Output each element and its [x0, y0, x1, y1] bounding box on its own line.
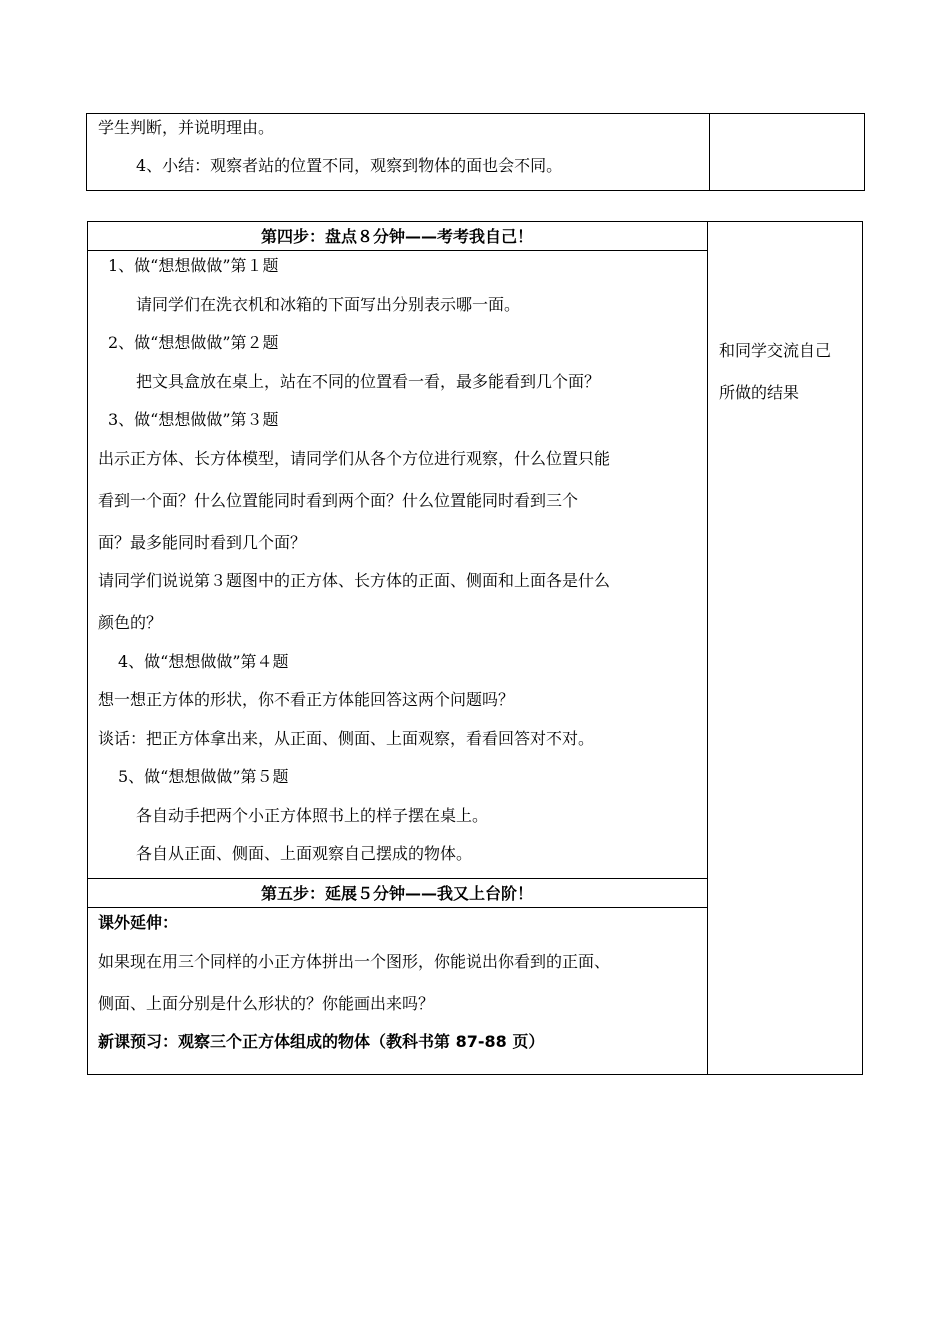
- extension-line-2: 侧面、上面分别是什么形状的？你能画出来吗？: [98, 994, 435, 1013]
- step4-line-15: 各自动手把两个小正方体照书上的样子摆在桌上。: [136, 806, 489, 825]
- extension-title: 课外延伸：: [98, 913, 179, 932]
- right-col-line-2: 所做的结果: [719, 383, 800, 402]
- step4-line-1: 1、做“想想做做”第１题: [108, 256, 279, 275]
- step4-line-2: 请同学们在洗衣机和冰箱的下面写出分别表示哪一面。: [136, 295, 521, 314]
- step4-line-5: 3、做“想想做做”第３题: [108, 410, 279, 429]
- step4-line-16: 各自从正面、侧面、上面观察自己摆成的物体。: [136, 844, 473, 863]
- step4-line-13: 谈话：把正方体拿出来，从正面、侧面、上面观察，看看回答对不对。: [98, 729, 595, 748]
- step4-line-9: 请同学们说说第３题图中的正方体、长方体的正面、侧面和上面各是什么: [98, 571, 611, 590]
- step4-line-10: 颜色的？: [98, 613, 163, 632]
- preview-line: 新课预习：观察三个正方体组成的物体（教科书第 87-88 页）: [98, 1032, 545, 1051]
- step5-header: 第五步：延展５分钟——我又上台阶！: [260, 884, 533, 903]
- step4-line-4: 把文具盒放在桌上，站在不同的位置看一看，最多能看到几个面？: [136, 372, 601, 391]
- top-table-divider: [709, 113, 710, 191]
- step4-line-6: 出示正方体、长方体模型，请同学们从各个方位进行观察，什么位置只能: [98, 449, 611, 468]
- extension-line-1: 如果现在用三个同样的小正方体拼出一个图形，你能说出你看到的正面、: [98, 952, 611, 971]
- step4-header: 第四步：盘点８分钟——考考我自己！: [260, 227, 533, 246]
- step5-header-bottom-rule: [87, 907, 707, 908]
- step4-line-11: 4、做“想想做做”第４题: [118, 652, 289, 671]
- step4-line-12: 想一想正方体的形状，你不看正方体能回答这两个问题吗？: [98, 690, 515, 709]
- top-text-line-2: 4、小结：观察者站的位置不同，观察到物体的面也会不同。: [136, 156, 563, 175]
- right-col-line-1: 和同学交流自己: [719, 341, 832, 360]
- step4-header-rule: [87, 250, 707, 251]
- step4-line-8: 面？最多能同时看到几个面？: [98, 533, 307, 552]
- step4-line-7: 看到一个面？什么位置能同时看到两个面？什么位置能同时看到三个: [98, 491, 579, 510]
- main-table-divider: [707, 221, 708, 1075]
- step4-line-14: 5、做“想想做做”第５题: [118, 767, 289, 786]
- step5-header-top-rule: [87, 878, 707, 879]
- top-text-line-1: 学生判断，并说明理由。: [98, 118, 275, 137]
- step4-line-3: 2、做“想想做做”第２题: [108, 333, 279, 352]
